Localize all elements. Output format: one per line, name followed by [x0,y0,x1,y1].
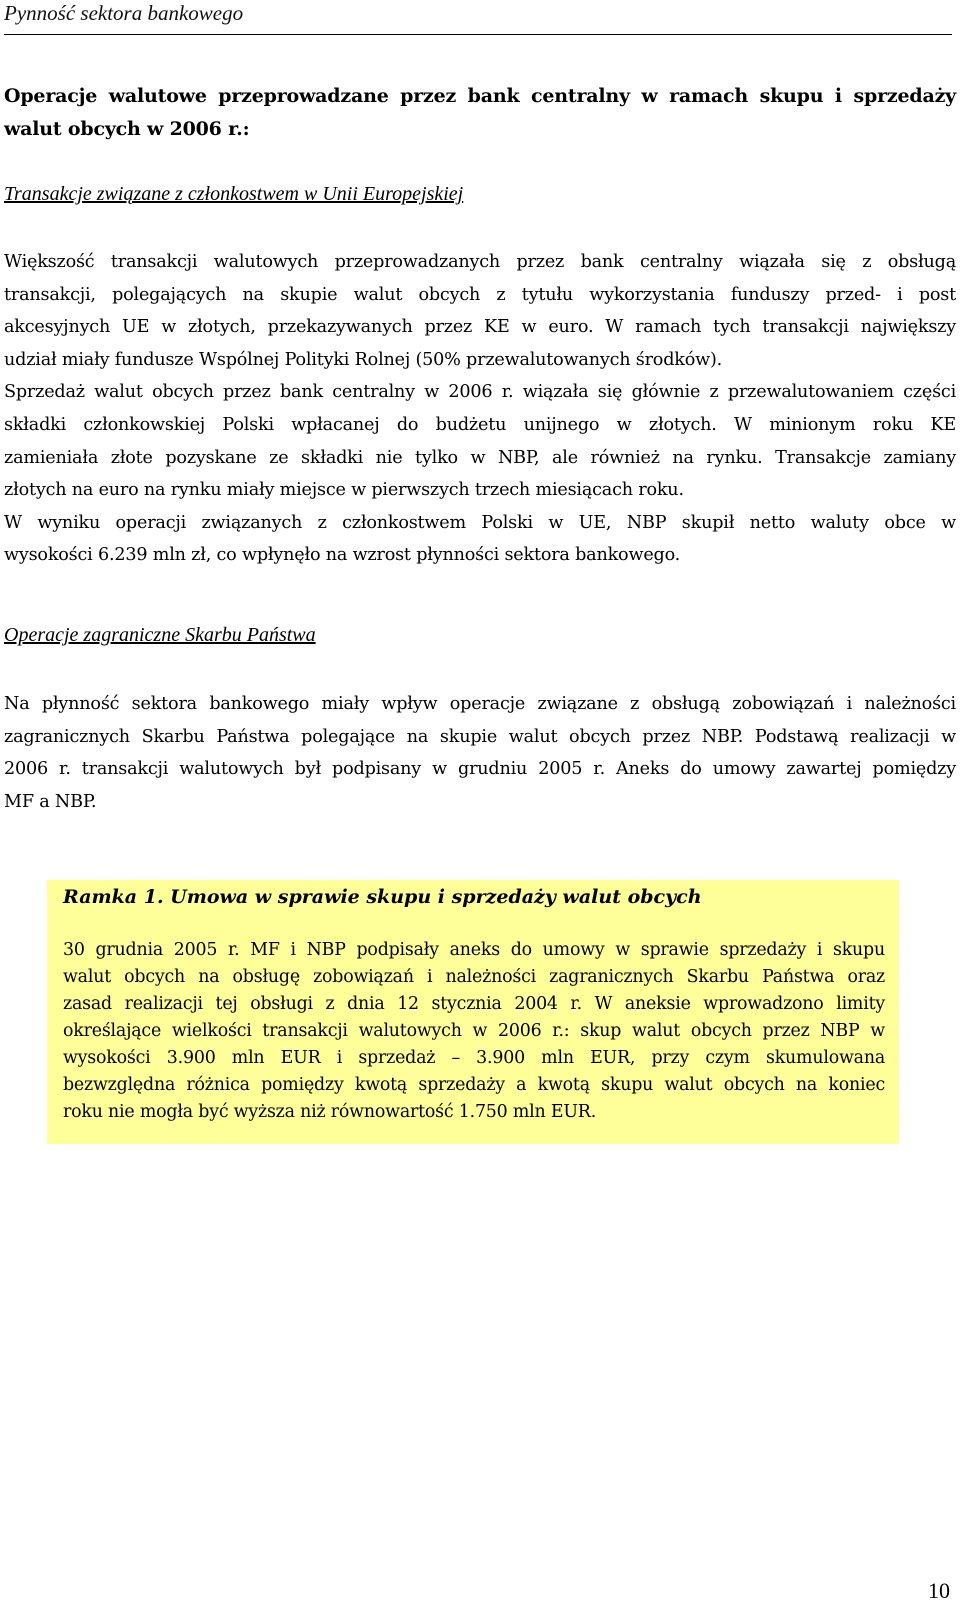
main-heading-line: Operacje walutowe przeprowadzane przez bank centralny w ramach skupu i sprzedaży [4,85,956,107]
paragraph-eu-transactions [4,246,956,572]
text-line: MF a NBP. [4,791,97,812]
text-line: bezwzględna różnica pomiędzy kwotą sprzedaży a kwotą skupu walut obcych na koniec [63,1075,885,1095]
paragraph-treasury-operations [4,688,956,818]
text-line: akcesyjnych UE w złotych, przekazywanych przez KE w euro. W ramach tych transakcji największy [4,317,956,338]
text-line: udział miały fundusze Wspólnej Polityki Rolnej (50% przewalutowanych środków). [4,349,723,370]
info-box [47,880,899,1144]
text-line: zagranicznych Skarbu Państwa polegające na skupie walut obcych przez NBP. Podstawą realizacji w [4,726,956,747]
text-line: transakcji, polegających na skupie walut obcych z tytułu wykorzystania funduszy przed- i post [4,284,956,305]
text-line: zamieniała złote pozyskane ze składki nie tylko w NBP, ale również na rynku. Transakcje zamiany [4,447,956,468]
text-line: wysokości 6.239 mln zł, co wpłynęło na wzrost płynności sektora bankowego. [4,545,681,566]
text-line: 30 grudnia 2005 r. MF i NBP podpisały aneks do umowy w sprawie sprzedaży i skupu [63,940,885,960]
info-box-text [63,937,885,1126]
main-heading [4,80,956,146]
text-line: Na płynność sektora bankowego miały wpływ operacje związane z obsługą zobowiązań i należności [4,694,956,714]
section-title-eu: Transakcje związane z członkostwem w Unii Europejskiej [4,183,464,205]
text-line: wysokości 3.900 mln EUR i sprzedaż – 3.900 mln EUR, przy czym skumulowana [63,1048,885,1068]
text-line: W wyniku operacji związanych z członkostwem Polski w UE, NBP skupił netto waluty obce w [4,512,956,533]
section-title-treasury: Operacje zagraniczne Skarbu Państwa [4,624,316,646]
text-line: 2006 r. transakcji walutowych był podpisany w grudniu 2005 r. Aneks do umowy zawartej pomiędzy [4,759,956,780]
text-line: składki członkowskiej Polski wpłacanej do budżetu unijnego w złotych. W minionym roku KE [4,414,956,435]
text-line: roku nie mogła być wyższa niż równowartość 1.750 mln EUR. [63,1102,597,1122]
text-line: Sprzedaż walut obcych przez bank centralny w 2006 r. wiązała się głównie z przewalutowaniem części [4,382,956,403]
main-heading-line: walut obcych w 2006 r.: [4,118,250,140]
text-line: określające wielkości transakcji walutowych w 2006 r.: skup walut obcych przez NBP w [63,1021,885,1041]
text-line: złotych na euro na rynku miały miejsce w pierwszych trzech miesiącach roku. [4,480,684,501]
text-line: zasad realizacji tej obsługi z dnia 12 stycznia 2004 r. W aneksie wprowadzono limity [63,994,885,1014]
running-header-title: Pynność sektora bankowego [4,1,244,25]
page-number: 10 [928,1578,950,1603]
text-line: walut obcych na obsługę zobowiązań i należności zagranicznych Skarbu Państwa oraz [63,967,885,987]
info-box-title: Ramka 1. Umowa w sprawie skupu i sprzedaży walut obcych [63,886,702,908]
running-header [4,0,952,35]
text-line: Większość transakcji walutowych przeprowadzanych przez bank centralny wiązała się z obsługą [4,252,956,272]
